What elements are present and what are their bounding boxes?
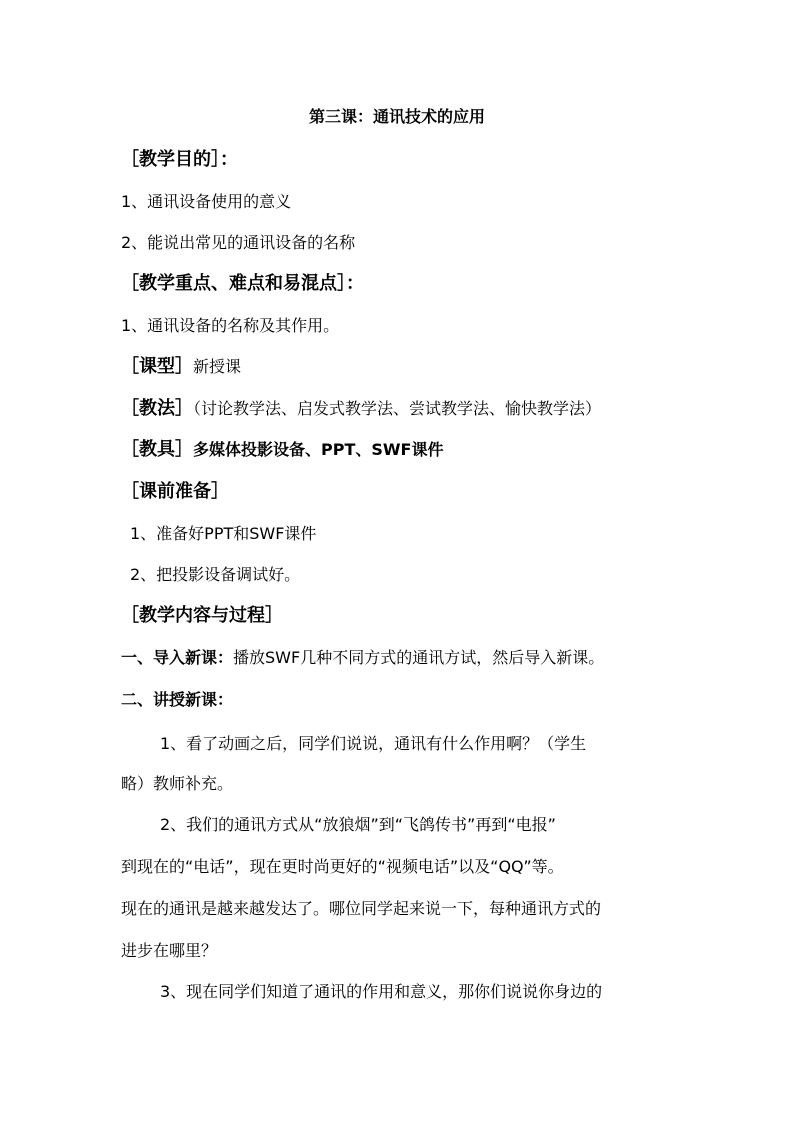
objective-item-1: 1、通讯设备使用的意义: [121, 192, 292, 211]
paragraph-2-line-3: 现在的通讯是越来越发达了。哪位同学起来说一下，每种通讯方式的: [121, 899, 602, 918]
tools-value: 多媒体投影设备、PPT、SWF课件: [193, 440, 444, 459]
paragraph-3-line-1: 3、现在同学们知道了通讯的作用和意义，那你们说说你身边的: [160, 982, 603, 1001]
paragraph-2-line-4: 进步在哪里？: [121, 941, 218, 960]
method-label: ［教法］: [121, 398, 193, 419]
preparation-item-2: 2、把投影设备调试好。: [130, 565, 301, 584]
page-title: 第三课：通讯技术的应用: [308, 107, 485, 126]
preparation-item-1: 1、准备好PPT和SWF课件: [130, 524, 317, 543]
preparation-heading: ［课前准备］: [121, 481, 229, 502]
key-points-heading: ［教学重点、难点和易混点］：: [121, 273, 364, 294]
lesson-type-value: 新授课: [193, 357, 242, 376]
paragraph-2-line-2: 到现在的“电话”，现在更时尚更好的“视频电话”以及“QQ”等。: [121, 857, 564, 876]
lesson-type-label: ［课型］: [121, 356, 193, 377]
key-point-item-1: 1、通讯设备的名称及其作用。: [121, 316, 340, 335]
objective-item-2: 2、能说出常见的通讯设备的名称: [121, 233, 356, 252]
intro-label: 一、导入新课：: [121, 648, 234, 667]
intro-line: [121, 644, 681, 672]
tools-label: ［教具］: [121, 439, 193, 460]
paragraph-1-line-2: 略）教师补充。: [121, 774, 234, 793]
method-value: （讨论教学法、启发式教学法、尝试教学法、愉快教学法）: [193, 399, 602, 418]
lesson-type-line: [121, 353, 681, 381]
tools-line: [121, 436, 681, 464]
paragraph-2-line-1: 2、我们的通讯方式从“放狼烟”到“飞鸽传书”再到“电报”: [160, 815, 556, 834]
content-heading: ［教学内容与过程］: [121, 605, 283, 626]
intro-text: 播放SWF几种不同方式的通讯方试，然后导入新课。: [233, 648, 605, 667]
new-lesson-label: 二、讲授新课：: [121, 690, 234, 709]
paragraph-1-line-1: 1、看了动画之后，同学们说说，通讯有什么作用啊？（学生: [160, 734, 587, 753]
objectives-heading: ［教学目的］：: [121, 149, 238, 170]
method-line: [121, 395, 681, 423]
